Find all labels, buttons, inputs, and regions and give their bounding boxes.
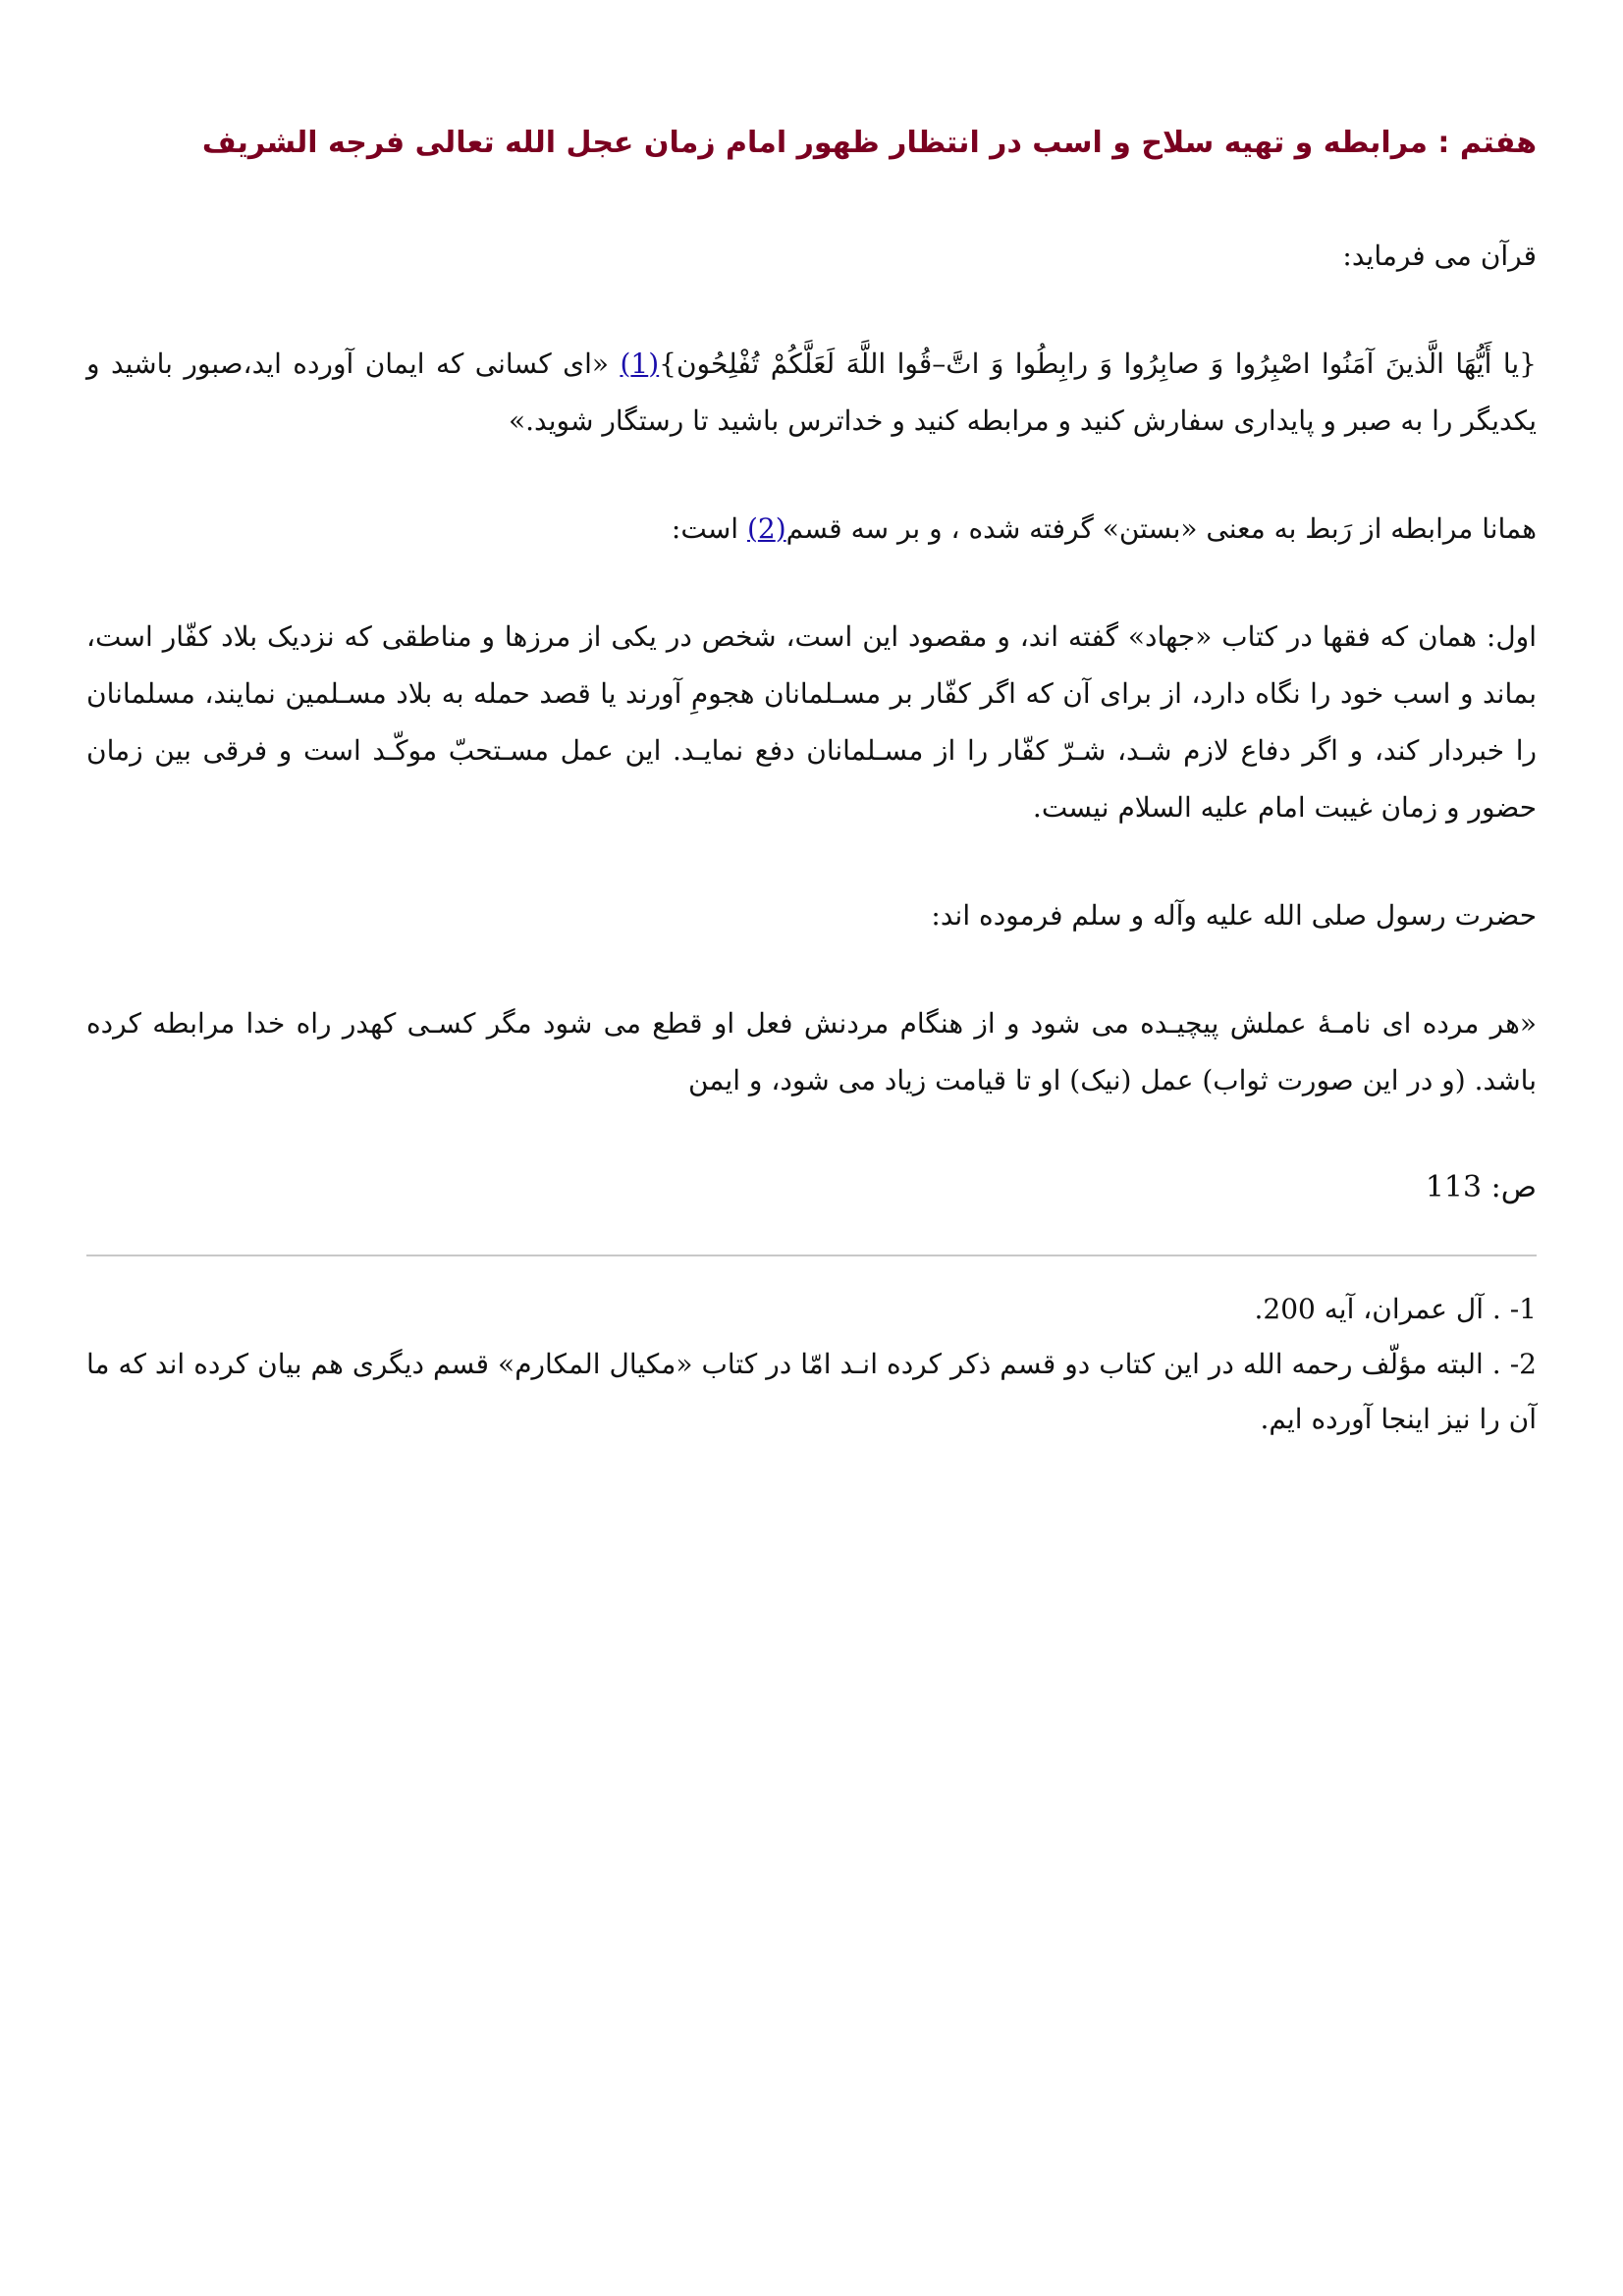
definition-paragraph (86, 501, 1537, 558)
quran-verse-text: {يا أَيُّهَا الَّذينَ آمَنُوا اصْبِرُوا وَ صابِرُوا وَ رابِطُوا وَ اتَّ–قُوا اللَّهَ لَعَلَّكُمْ تُفْلِحُون} (659, 347, 1537, 380)
footnotes (86, 1282, 1537, 1447)
footnote-ref-1-link[interactable]: (1) (620, 347, 660, 380)
verse-translation: «ای کسانی که ایمان آورده اید،صبور باشید و یکدیگر را به صبر و پایداری سفارش کنید و مرابطه کنید و خداترس باشید تا رستگار شوید.» (86, 347, 1537, 437)
footnote-2: 2- . البته مؤلّف رحمه الله در این کتاب دو قسم ذکر کرده انـد امّا در کتاب «مکیال المکارم» قسم دیگری هم بیان کرده اند که ما آن را نیز اینجا آورده ایم. (86, 1348, 1537, 1435)
hadith-paragraph: «هر مرده ای نامـهٔ عملش پیچیـده می شود و از هنگام مردنش فعل او قطع می شود مگر کسـی کهدر راه خدا مرابطه کرده باشد. (و در این صورت ثواب) عمل (نیک) او تا قیامت زیاد می شود، و ایمن (86, 1007, 1537, 1096)
definition-tail: است: (671, 512, 747, 545)
first-kind-paragraph: اول: همان که فقها در کتاب «جهاد» گفته اند، و مقصود این است، شخص در یکی از مرزها و مناطقی که نزدیک بلاد کفّار است، بماند و اسب خود را نگاه دارد، از برای آن که اگر کفّار بر مسـلمانان هجومِ آورند یا قصد حمله به بلاد مسـلمین نمایند، مسلمانان را خبردار کند، و اگر دفاع لازم شـد، شـرّ کفّار را از مسـلمانان دفع نمایـد. این عمل مسـتحبّ موکّـد است و فرقی بین زمان حضور و زمان غیبت امام علیه السلام نیست. (86, 620, 1537, 824)
hadith-intro-line: حضرت رسول صلی الله علیه وآله و سلم فرموده اند: (931, 899, 1537, 932)
footnote-divider (86, 1255, 1537, 1256)
footnote-1: 1- . آل عمران، آیه 200. (1254, 1293, 1537, 1325)
quran-verse-paragraph (86, 336, 1537, 450)
page-number: ص: 113 (1425, 1170, 1537, 1204)
definition-text: همانا مرابطه از رَبط به معنی «بستن» گرفته شده ، و بر سه قسم (785, 512, 1537, 545)
section-title: هفتم : مرابطه و تهیه سلاح و اسب در انتظار ظهور امام زمان عجل الله تعالی فرجه الشریف (201, 126, 1537, 160)
intro-line: قرآن می فرماید: (1342, 240, 1537, 272)
footnote-ref-2-link[interactable]: (2) (746, 512, 786, 545)
